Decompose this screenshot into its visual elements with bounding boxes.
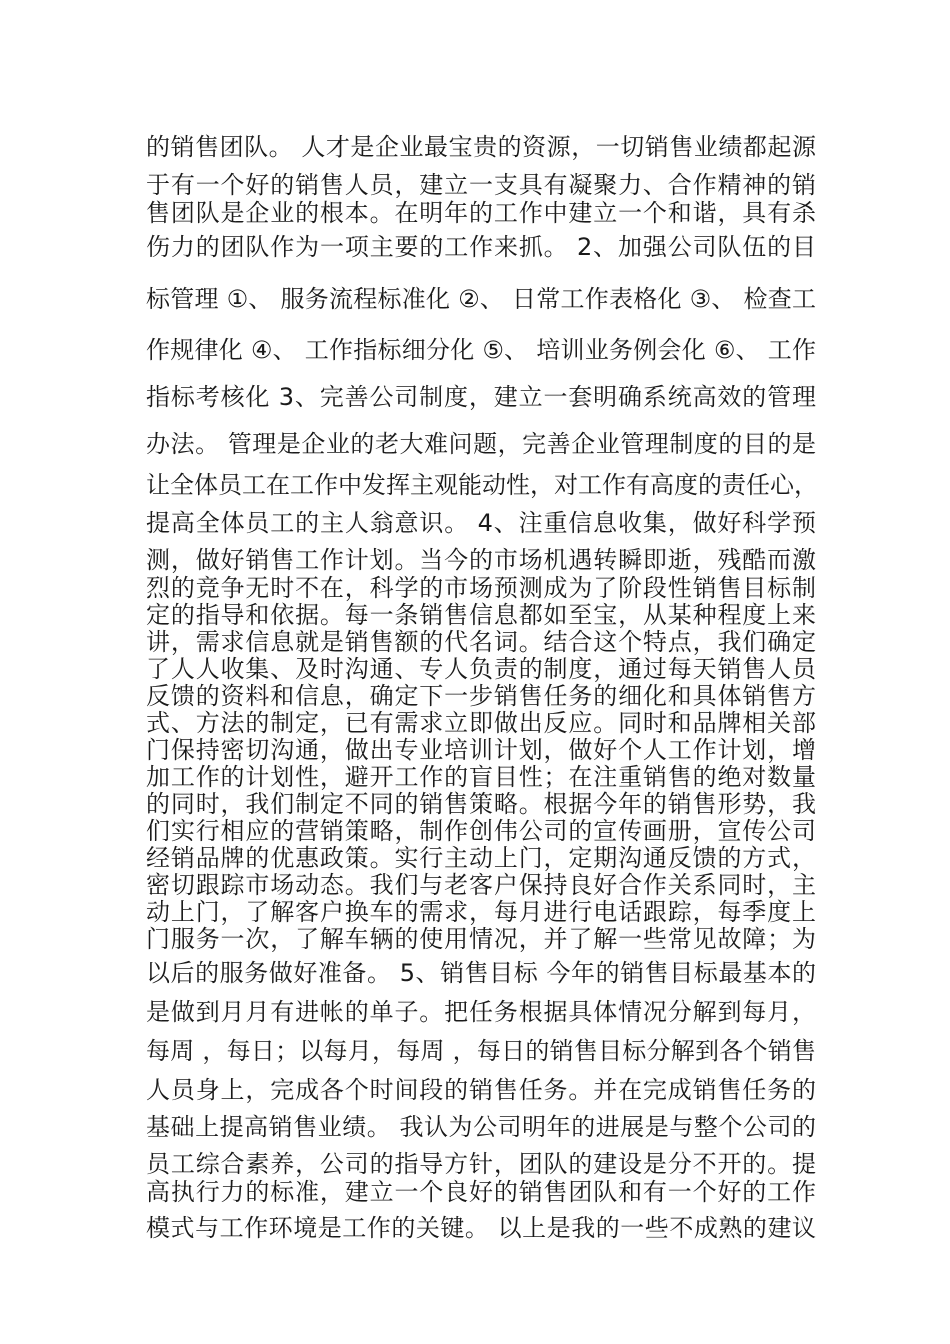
text-line: 式、方法的制定，已有需求立即做出反应。同时和品牌相关部 — [146, 709, 816, 737]
text-line: 门服务一次，了解车辆的使用情况，并了解一些常见故障；为 — [146, 925, 816, 953]
text-line: 密切跟踪市场动态。我们与老客户保持良好合作关系同时，主 — [146, 871, 816, 899]
text-line: 基础上提高销售业绩。 我认为公司明年的进展是与整个公司的 — [146, 1113, 816, 1141]
text-line: 定的指导和依据。每一条销售信息都如至宝，从某种程度上来 — [146, 601, 816, 629]
text-line: 每周 ，每日；以每月，每周 ，每日的销售目标分解到各个销售 — [146, 1037, 816, 1065]
text-line: 的销售团队。 人才是企业最宝贵的资源，一切销售业绩都起源 — [146, 133, 816, 161]
text-line: 指标考核化 3、完善公司制度，建立一套明确系统高效的管理 — [146, 383, 816, 411]
text-line: 办法。 管理是企业的老大难问题，完善企业管理制度的目的是 — [146, 430, 816, 458]
text-line: 门保持密切沟通，做出专业培训计划，做好个人工作计划，增 — [146, 736, 816, 764]
text-line: 作规律化 ④、 工作指标细分化 ⑤、 培训业务例会化 ⑥、 工作 — [146, 336, 816, 364]
text-line: 讲，需求信息就是销售额的代名词。结合这个特点，我们确定 — [146, 628, 816, 656]
text-line: 动上门，了解客户换车的需求，每月进行电话跟踪，每季度上 — [146, 898, 816, 926]
text-line: 标管理 ①、 服务流程标准化 ②、 日常工作表格化 ③、 检查工 — [146, 285, 816, 313]
text-line: 提高全体员工的主人翁意识。 4、注重信息收集，做好科学预 — [146, 509, 816, 537]
text-line: 了人人收集、及时沟通、专人负责的制度，通过每天销售人员 — [146, 655, 816, 683]
text-line: 员工综合素养，公司的指导方针，团队的建设是分不开的。提 — [146, 1150, 816, 1178]
text-line: 人员身上，完成各个时间段的销售任务。并在完成销售任务的 — [146, 1076, 816, 1104]
text-line: 于有一个好的销售人员，建立一支具有凝聚力、合作精神的销 — [146, 171, 816, 199]
text-line: 模式与工作环境是工作的关键。 以上是我的一些不成熟的建议 — [146, 1214, 816, 1242]
text-line: 伤力的团队作为一项主要的工作来抓。 2、加强公司队伍的目 — [146, 233, 816, 261]
text-line: 的同时，我们制定不同的销售策略。根据今年的销售形势，我 — [146, 790, 816, 818]
text-line: 反馈的资料和信息，确定下一步销售任务的细化和具体销售方 — [146, 682, 816, 710]
text-line: 高执行力的标准，建立一个良好的销售团队和有一个好的工作 — [146, 1178, 816, 1206]
text-line: 是做到月月有进帐的单子。把任务根据具体情况分解到每月， — [146, 998, 816, 1026]
text-line: 让全体员工在工作中发挥主观能动性，对工作有高度的责任心， — [146, 471, 818, 499]
text-line: 经销品牌的优惠政策。实行主动上门，定期沟通反馈的方式， — [146, 844, 816, 872]
text-line: 加工作的计划性，避开工作的盲目性；在注重销售的绝对数量 — [146, 763, 816, 791]
text-line: 以后的服务做好准备。 5、销售目标 今年的销售目标最基本的 — [146, 959, 816, 987]
text-line: 烈的竞争无时不在，科学的市场预测成为了阶段性销售目标制 — [146, 574, 816, 602]
text-line: 售团队是企业的根本。在明年的工作中建立一个和谐，具有杀 — [146, 199, 816, 227]
text-line: 测，做好销售工作计划。当今的市场机遇转瞬即逝，残酷而激 — [146, 546, 816, 574]
text-line: 们实行相应的营销策略，制作创伟公司的宣传画册，宣传公司 — [146, 817, 816, 845]
